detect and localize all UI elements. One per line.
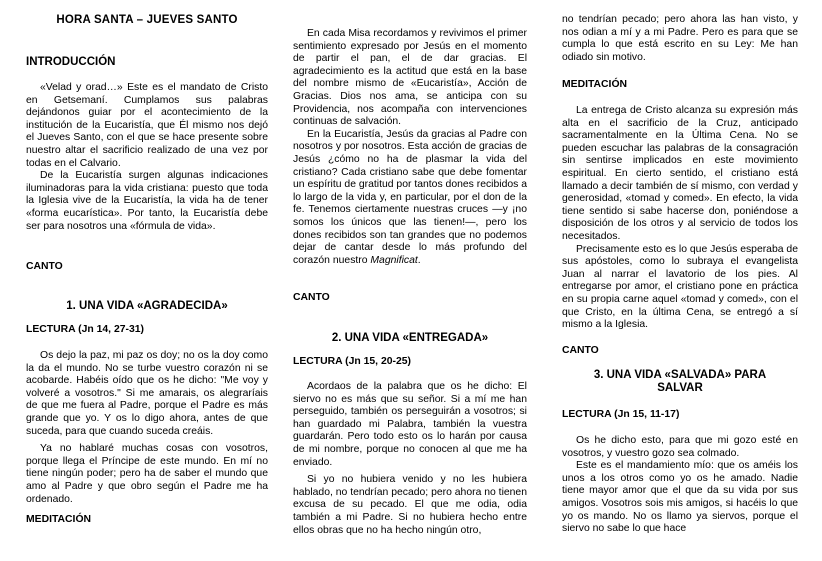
meditation-1-paragraph-1: En cada Misa recordamos y revivimos el primer sentimiento expresado por Jesús en el momento de partir el pan, el de dar gracias. El agradecimiento es la actitud que está en la base del nombre mismo de «Eucaristía», Acción de Gracias. Dios nos ama, se anticipa con su Providencia, nos acompaña con intervenciones continuas de salvación. [293,28,527,128]
section-3-heading: 3. UNA VIDA «SALVADA» PARA SALVAR [593,369,767,394]
meditacion-label-1: MEDITACIÓN [26,514,92,525]
lectura-3-paragraph-2: Este es el mandamiento mío: que os améis los unos a los otros como yo os he amado. Nadie tiene mayor amor que el que da su vida por sus amigos. Vosotros sois mis amigos, si hacéis lo que yo os mando. No os llamo ya siervos, porque el siervo no sabe lo que hace [562,460,798,535]
lectura-1-paragraph-1: Os dejo la paz, mi paz os doy; no os la doy como la da el mundo. No se turbe vuestro corazón ni se acobarde. Habéis oído que os he dicho: "Me voy y volveré a vosotros." Si me amarais, os alegraríais de que me fuera al Padre, porque el Padre es más grande que yo. Y os lo digo ahora, antes de que suceda, para que cuando suceda creáis. [26,350,268,437]
meditation-2-paragraph-1: La entrega de Cristo alcanza su expresión más alta en el sacrificio de la Cruz, anticipado sacramentalmente en la Última Cena. No se pueden escuchar las palabras de la consagración sin sentirse implicados en este movimiento espiritual. En cierto sentido, el cristiano está llamado a decir también de sí mismo, con verdad y generosidad, «tomad y comed». En efecto, la vida tiene sentido si sabe hacerse don, poniéndose a disposición de los otros y al servicio de todos los necesitados. [562,105,798,242]
lectura-3-paragraph-1: Os he dicho esto, para que mi gozo esté en vosotros, y vuestro gozo sea colmado. [562,435,798,459]
canto-label-2: CANTO [293,292,330,303]
canto-label-3: CANTO [562,345,599,356]
lectura-1-paragraph-2: Ya no hablaré muchas cosas con vosotros, porque llega el Príncipe de este mundo. En mí no tiene ningún poder; pero ha de saber el mundo que amo al Padre y que obro según el Padre me ha ordenado. [26,443,268,505]
section-2-heading: 2. UNA VIDA «ENTREGADA» [331,332,489,344]
intro-paragraph-1: «Velad y orad…» Este es el mandato de Cristo en Getsemaní. Cumplamos sus palabras dejándonos guiar por el acontecimiento de la institución de la Eucaristía, que Él mismo nos dejó el Jueves Santo, con el que se hace presente sobre nuestro altar el sacrificio realizado de una vez por todas en el Calvario. [26,82,268,169]
meditation-2-paragraph-2: Precisamente esto es lo que Jesús esperaba de sus apóstoles, como lo subraya el evangelista Juan al narrar el lavatorio de los pies. Al entregarse por amor, el cristiano pone en práctica en su propia carne aquel «tomad y comed», con el que Cristo, en la última Cena, se entregó a sí mismo a la Iglesia. [562,243,798,331]
lectura-2-heading: LECTURA (Jn 15, 20-25) [293,356,411,367]
magnificat-italic: Magnificat [370,254,418,266]
intro-heading: INTRODUCCIÓN [26,56,116,68]
meditacion-label-2: MEDITACIÓN [562,79,628,90]
intro-paragraph-2: De la Eucaristía surgen algunas indicaciones iluminadoras para la vida cristiana: puesto que toda la Iglesia vive de la Eucaristía, la vida ha de tener «forma eucarística». Por tanto, la Eucaristía debe ser para nosotros una «fórmula de vida». [26,170,268,232]
lectura-3-heading: LECTURA (Jn 15, 11-17) [562,409,680,420]
lectura-2-paragraph-2: Si yo no hubiera venido y no les hubiera hablado, no tendrían pecado; pero ahora no tienen excusa de su pecado. El que me odia, odia también a mi Padre. Si no hubiera hecho entre ellos obras que no ha hecho ningún otro, [293,474,527,536]
document-title: HORA SANTA – JUEVES SANTO [56,14,238,26]
lectura-2-paragraph-1: Acordaos de la palabra que os he dicho: El siervo no es más que su señor. Si a mí me han perseguido, también os perseguirán a vosotros; si han guardado mi Palabra, también la vuestra guardarán. Pero todo esto os lo harán por causa de mi nombre, porque no conocen al que me ha enviado. [293,381,527,468]
meditation-1-paragraph-2: En la Eucaristía, Jesús da gracias al Padre con nosotros y por nosotros. Esta acción de gracias de Jesús ¿cómo no ha de plasmar la vida del cristiano? Cada cristiano sabe que debe fomentar un espíritu de gratitud por tantos dones recibidos a lo largo de la vida y, en particular, por el don de la fe. Tenemos ciertamente nuestras cruces —y ¡no somos los únicos que las tienen!—, pero los dones recibidos son tan grandes que no podemos dejar de cantar desde lo más profundo del corazón nuestro Magnificat. [293,128,527,266]
section-1-heading: 1. UNA VIDA «AGRADECIDA» [66,300,228,312]
lectura-2-continuation: no tendrían pecado; pero ahora las han visto, y nos odian a mí y a mi Padre. Pero es para que se cumpla lo que está escrito en su Ley: Me han odiado sin motivo. [562,14,798,63]
canto-label-1: CANTO [26,261,63,272]
lectura-1-heading: LECTURA (Jn 14, 27-31) [26,324,144,335]
